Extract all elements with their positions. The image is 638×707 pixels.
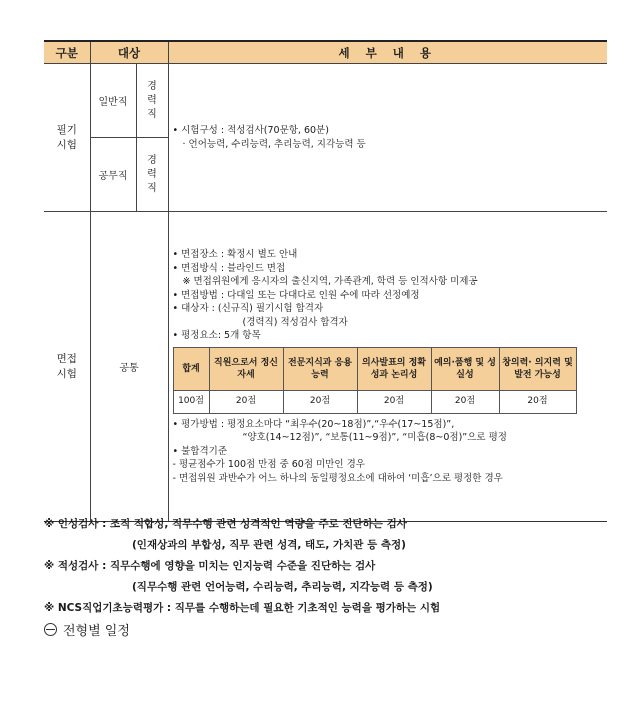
notes xyxy=(44,514,624,619)
note-line: (직무수행 관련 언어능력, 수리능력, 추리능력, 지각능력 등 측정) xyxy=(132,581,433,593)
circle-bullet-icon xyxy=(44,623,57,636)
written-category xyxy=(44,64,90,212)
evaluation-header-row xyxy=(173,347,576,390)
interview-details xyxy=(168,212,607,522)
selection-table xyxy=(44,40,607,522)
evaluation-score-row xyxy=(173,390,576,413)
eval-header-cell: 예의·품행 및 성실성 xyxy=(431,347,499,390)
note-line: ※ NCS직업기초능력평가 : 직무를 수행하는데 필요한 기초적인 능력을 평가하는 시험 xyxy=(44,602,441,614)
eval-score-cell: 100점 xyxy=(173,390,209,413)
note-line: ※ 인성검사 : 조직 적합성, 직무수행 관련 성격적인 역량을 주로 진단하는 검사 xyxy=(44,518,407,530)
header-details: 세 부 내 용 xyxy=(168,41,607,64)
written-type-career-2: 경력직 xyxy=(136,138,168,212)
table-row xyxy=(44,212,607,522)
eval-header-cell: 의사발표의 정확성과 논리성 xyxy=(357,347,431,390)
evaluation-table xyxy=(173,347,577,414)
eval-header-cell: 전문지식과 응용능력 xyxy=(283,347,357,390)
interview-line: • 평가방법 : 평정요소마다 “최우수(20~18점)”,“우수(17~15점)”, xyxy=(172,418,455,430)
section-heading xyxy=(44,620,130,639)
written-target-public: 공무직 xyxy=(90,138,136,212)
header-target: 대상 xyxy=(90,41,168,64)
eval-score-cell: 20점 xyxy=(283,390,357,413)
written-target-general: 일반직 xyxy=(90,64,136,138)
interview-line: • 평정요소: 5개 항목 xyxy=(172,330,261,341)
interview-line: - 평균점수가 100점 만점 중 60점 미만인 경우 xyxy=(172,459,365,470)
interview-line: • 면접방법 : 다대일 또는 다대다로 인원 수에 따라 선정예정 xyxy=(172,289,420,301)
note-line: (인재상과의 부합성, 직무 관련 성격, 태도, 가치관 등 측정) xyxy=(132,539,406,551)
written-category-line1: 필기 xyxy=(56,123,77,136)
table-row xyxy=(44,64,607,138)
interview-line: (경력직) 적성검사 합격자 xyxy=(242,316,348,328)
table-header-row xyxy=(44,41,607,64)
section-title: 전형별 일정 xyxy=(63,624,130,639)
eval-header-cell: 합계 xyxy=(173,347,209,390)
interview-target: 공통 xyxy=(90,212,168,522)
interview-category-line2: 시험 xyxy=(56,367,77,380)
interview-line: • 면접장소 : 확정시 별도 안내 xyxy=(172,249,298,260)
interview-line: • 불합격기준 xyxy=(172,445,228,457)
interview-line: ※ 면접위원에게 응시자의 출신지역, 가족관계, 학력 등 인적사항 미제공 xyxy=(182,276,478,287)
interview-line: • 대상자 : (신규직) 필기시험 합격자 xyxy=(172,303,324,314)
interview-line: “양호(14~12점)”, “보통(11~9점)”, “미흡(8~0점)”으로 평정 xyxy=(242,432,507,443)
interview-line: • 면접방식 : 블라인드 면접 xyxy=(172,262,286,274)
interview-line: - 면접위원 과반수가 어느 하나의 동일평정요소에 대하여 ‘미흡’으로 평정한 경우 xyxy=(172,472,503,484)
eval-score-cell: 20점 xyxy=(499,390,576,413)
written-category-line2: 시험 xyxy=(56,138,77,151)
interview-category xyxy=(44,212,90,522)
eval-header-cell: 창의력· 의지력 및 발전 가능성 xyxy=(499,347,576,390)
eval-header-cell: 직원으로서 정신자세 xyxy=(209,347,283,390)
written-line: • 시험구성 : 적성검사(70문항, 60분) xyxy=(172,125,329,136)
header-category: 구분 xyxy=(44,41,90,64)
interview-category-line1: 면접 xyxy=(56,352,77,365)
eval-score-cell: 20점 xyxy=(431,390,499,413)
note-line: ※ 적성검사 : 직무수행에 영향을 미치는 인지능력 수준을 진단하는 검사 xyxy=(44,560,376,572)
eval-score-cell: 20점 xyxy=(209,390,283,413)
written-line: · 언어능력, 수리능력, 추리능력, 지각능력 등 xyxy=(182,138,366,150)
eval-score-cell: 20점 xyxy=(357,390,431,413)
written-details xyxy=(168,64,607,212)
written-type-career-1: 경력직 xyxy=(136,64,168,138)
